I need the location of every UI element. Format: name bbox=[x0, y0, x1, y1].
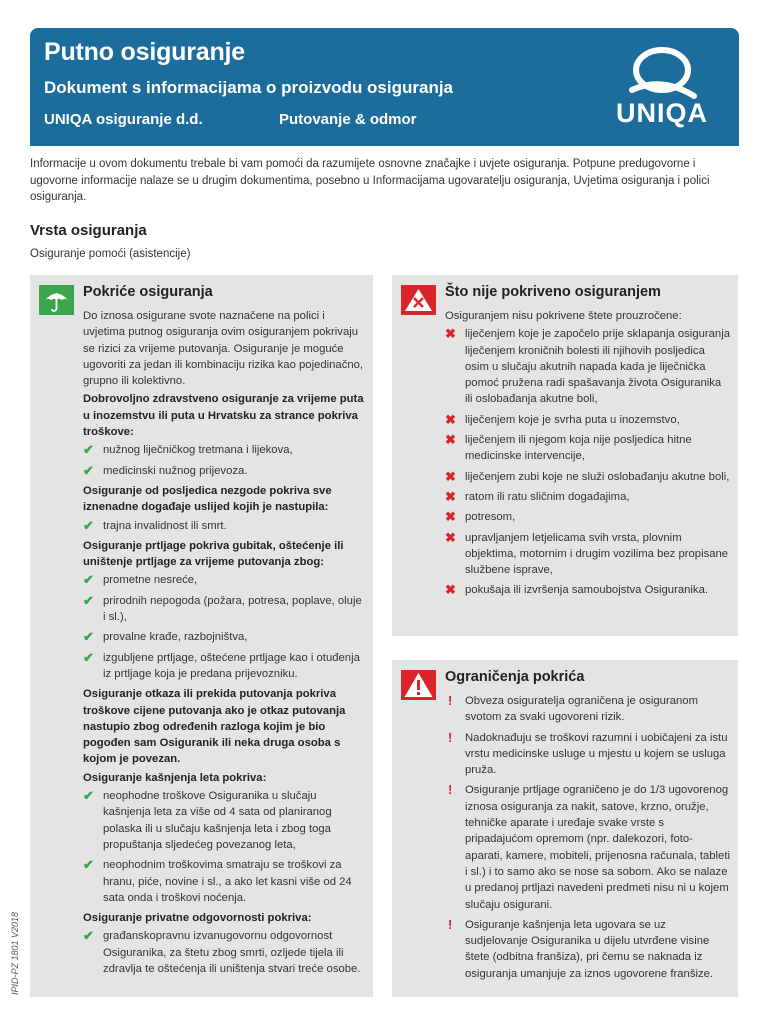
check-icon: ✔ bbox=[83, 442, 94, 458]
list-item bbox=[83, 788, 365, 853]
coverage-group-list bbox=[83, 442, 365, 479]
list-item-text: Osiguranje kašnjenja leta ugovara se uz sudjelovanje Osiguranika u dijelu utvrđene visine štete (odbitna franšiza), pri čemu se naknada iz osiguranja umanjuje za iznos ugovorene franšize. bbox=[465, 918, 714, 980]
list-item-text: izgubljene prtljage, oštećene prtljage kao i otuđenja iz prtljage koja je predana prijevozniku. bbox=[103, 651, 360, 680]
list-item-text: Nadoknađuju se troškovi razumni i uobičajeni za istu vrstu medicinske usluge u mjestu u kojem se usluga pruža. bbox=[465, 731, 728, 777]
cross-icon: ✖ bbox=[445, 326, 456, 342]
coverage-groups bbox=[83, 391, 365, 977]
not-covered-intro: Osiguranjem nisu pokrivene štete prouzročene: bbox=[445, 310, 682, 322]
cross-icon: ✖ bbox=[445, 488, 456, 504]
cross-icon: ✖ bbox=[445, 468, 456, 484]
list-item-text: liječenjem zubi koje ne služi oslobađanju akutne boli, bbox=[465, 470, 730, 483]
list-item bbox=[445, 509, 730, 525]
coverage-group-heading: Osiguranje kašnjenja leta pokriva: bbox=[83, 771, 267, 784]
limitations-body bbox=[445, 693, 730, 986]
cross-icon: ✖ bbox=[445, 432, 456, 448]
list-item bbox=[445, 693, 730, 726]
uniqa-logo-mark-icon bbox=[602, 46, 722, 101]
list-item bbox=[445, 469, 730, 485]
list-item-text: provalne krađe, razbojništva, bbox=[103, 631, 248, 644]
check-icon: ✔ bbox=[83, 649, 94, 665]
list-item-text: upravljanjem letjelicama svih vrsta, plovnim objektima, motornim i drugim vozilima bez propisane službene isprave, bbox=[465, 531, 729, 577]
list-item-text: Obveza osiguratelja ograničena je osiguranom svotom za svaki ugovoreni rizik. bbox=[465, 695, 698, 724]
list-item bbox=[83, 593, 365, 626]
check-icon: ✔ bbox=[83, 857, 94, 873]
list-item bbox=[445, 582, 730, 598]
check-icon: ✔ bbox=[83, 928, 94, 944]
list-item bbox=[445, 412, 730, 428]
coverage-group-heading: Osiguranje otkaza ili prekida putovanja pokriva troškove cijene putovanja ako je otkaz putovanja nastupio zbog određenih razloga kojim je bio pogođen sam Osiguranik ili neka druga osoba s kojom je povezan. bbox=[83, 688, 346, 766]
warning-triangle-icon bbox=[401, 670, 436, 700]
coverage-group-list bbox=[83, 572, 365, 682]
not-covered-title: Što nije pokriveno osiguranjem bbox=[445, 284, 661, 300]
check-icon: ✔ bbox=[83, 462, 94, 478]
exclamation-icon: ! bbox=[448, 729, 453, 745]
list-item bbox=[83, 463, 365, 479]
limitations-list bbox=[445, 693, 730, 982]
insurance-type-value: Osiguranje pomoći (asistencije) bbox=[30, 248, 191, 260]
check-icon: ✔ bbox=[83, 592, 94, 608]
document-code: IPID-PZ 1801 V2018 bbox=[10, 911, 20, 995]
list-item bbox=[83, 442, 365, 458]
coverage-group-heading: Osiguranje od posljedica nezgode pokriva sve iznenadne događaje uslijed kojih je nastupila: bbox=[83, 484, 332, 514]
list-item bbox=[445, 326, 730, 407]
list-item bbox=[83, 928, 365, 977]
company-name: UNIQA osiguranje d.d. bbox=[44, 111, 203, 128]
list-item-text: prirodnih nepogoda (požara, potresa, poplave, oluje i sl.), bbox=[103, 594, 362, 624]
coverage-group-heading: Osiguranje prtljage pokriva gubitak, oštećenje ili uništenje prtljage za vrijeme putovanja zbog: bbox=[83, 539, 344, 569]
list-item-text: neophodnim troškovima smatraju se troškovi za hranu, piće, novine i sl., a ako let kasni više od 24 sata onda i troškovi noćenja. bbox=[103, 859, 352, 904]
coverage-box bbox=[30, 275, 373, 997]
cross-icon: ✖ bbox=[445, 411, 456, 427]
list-item-text: neophodne troškove Osiguranika u slučaju kašnjenja leta za više od 4 sata od planiranog polaska ili u slučaju kašnjenja leta i zbog toga propuštanja sljedećeg povezanog leta, bbox=[103, 790, 332, 851]
header-banner bbox=[30, 28, 739, 146]
intro-text: Informacije u ovom dokumentu trebale bi vam pomoći da razumijete osnovne značajke i uvjete osiguranja. Potpune predugovorne i ugovorne informacije nalaze se u drugim dokumentima, posebno u Informacijama ugovaratelju osiguranja, Uvjetima osiguranja i polici osiguranja. bbox=[30, 158, 710, 203]
warning-cross-icon bbox=[401, 285, 436, 315]
product-name: Putovanje & odmor bbox=[279, 111, 417, 128]
cross-icon: ✖ bbox=[445, 582, 456, 598]
not-covered-body bbox=[445, 308, 730, 603]
coverage-group-list bbox=[83, 928, 365, 977]
list-item-text: prometne nesreće, bbox=[103, 574, 198, 587]
list-item-text: liječenjem ili njegom koja nije posljedica hitne medicinske intervencije, bbox=[465, 434, 692, 463]
not-covered-box bbox=[392, 275, 738, 636]
limitations-title: Ograničenja pokrića bbox=[445, 669, 585, 685]
list-item bbox=[445, 782, 730, 912]
coverage-group-list bbox=[83, 788, 365, 906]
logo-text: UNIQA bbox=[616, 98, 708, 128]
cross-icon: ✖ bbox=[445, 529, 456, 545]
exclamation-icon: ! bbox=[448, 693, 453, 708]
list-item-text: građanskopravnu izvanugovornu odgovornost Osiguranika, za štetu zbog smrti, ozljede tijela ili zdravlja te oštećenja ili uništenja stvari treće osobe. bbox=[103, 930, 361, 975]
list-item-text: pokušaja ili izvršenja samoubojstva Osiguranika. bbox=[465, 584, 708, 597]
umbrella-icon bbox=[39, 285, 74, 315]
list-item-text: liječenjem koje je svrha puta u inozemstvo, bbox=[465, 413, 680, 426]
list-item-text: potresom, bbox=[465, 511, 516, 524]
list-item-text: nužnog liječničkog tretmana i lijekova, bbox=[103, 444, 293, 457]
insurance-type-title: Vrsta osiguranja bbox=[30, 222, 147, 239]
list-item bbox=[445, 432, 730, 465]
list-item bbox=[445, 730, 730, 779]
list-item-text: medicinski nužnog prijevoza. bbox=[103, 464, 248, 477]
list-item bbox=[83, 650, 365, 683]
list-item-text: trajna invalidnost ili smrt. bbox=[103, 519, 227, 532]
list-item bbox=[83, 857, 365, 906]
list-item-text: Osiguranje prtljage ograničeno je do 1/3 ugovorenog iznosa osiguranja za nakit, satove, krzno, oružje, tehničke aparate i uređaje svake vrste s pripadajućom opremom (npr. dalekozori, foto-aparati, kamere, mobiteli, prijenosna računala, tableti i sl.) i to samo ako se nose sa sobom. Ako se nalaze u predanoj prtljazi navedeni predmeti nisu ni u kojem slučaju osigurani. bbox=[465, 784, 730, 911]
page-subtitle: Dokument s informacijama o proizvodu osiguranja bbox=[44, 78, 454, 97]
coverage-body bbox=[83, 308, 365, 981]
exclamation-icon: ! bbox=[448, 916, 453, 932]
exclamation-icon: ! bbox=[448, 782, 453, 798]
not-covered-list bbox=[445, 326, 730, 598]
coverage-group-list bbox=[83, 518, 365, 534]
list-item bbox=[83, 629, 365, 645]
coverage-title: Pokriće osiguranja bbox=[83, 284, 213, 300]
list-item bbox=[83, 518, 365, 534]
coverage-group-heading: Dobrovoljno zdravstveno osiguranje za vrijeme puta u inozemstvu ili puta u Hrvatsku za strance pokriva troškove: bbox=[83, 393, 364, 439]
list-item bbox=[445, 489, 730, 505]
coverage-group-heading: Osiguranje privatne odgovornosti pokriva: bbox=[83, 912, 312, 925]
page-title: Putno osiguranje bbox=[44, 38, 245, 66]
list-item bbox=[445, 917, 730, 982]
cross-icon: ✖ bbox=[445, 509, 456, 525]
list-item bbox=[445, 530, 730, 579]
list-item-text: ratom ili ratu sličnim događajima, bbox=[465, 490, 630, 503]
list-item bbox=[83, 572, 365, 588]
list-item-text: liječenjem koje je započelo prije sklapanja osiguranja liječenjem kroničnih bolesti ili njihovih posljedica osim u slučaju akutnih napada kada je liječnička pomoć pružena radi spašavanja života Osiguranika ili oslobađanja akutne boli, bbox=[465, 328, 731, 406]
check-icon: ✔ bbox=[83, 572, 94, 588]
check-icon: ✔ bbox=[83, 517, 94, 533]
limitations-box bbox=[392, 660, 738, 997]
check-icon: ✔ bbox=[83, 629, 94, 645]
coverage-intro: Do iznosa osigurane svote naznačene na polici i uvjetima putnog osiguranja ovim osiguranjem pokrivaju se rizici za vrijeme putovanja. Osiguranje je moguće ugovoriti za jedan ili kombinaciju rizika kao pojedinačno, grupno ili kolektivno. bbox=[83, 310, 364, 388]
check-icon: ✔ bbox=[83, 788, 94, 804]
uniqa-logo bbox=[602, 46, 722, 136]
